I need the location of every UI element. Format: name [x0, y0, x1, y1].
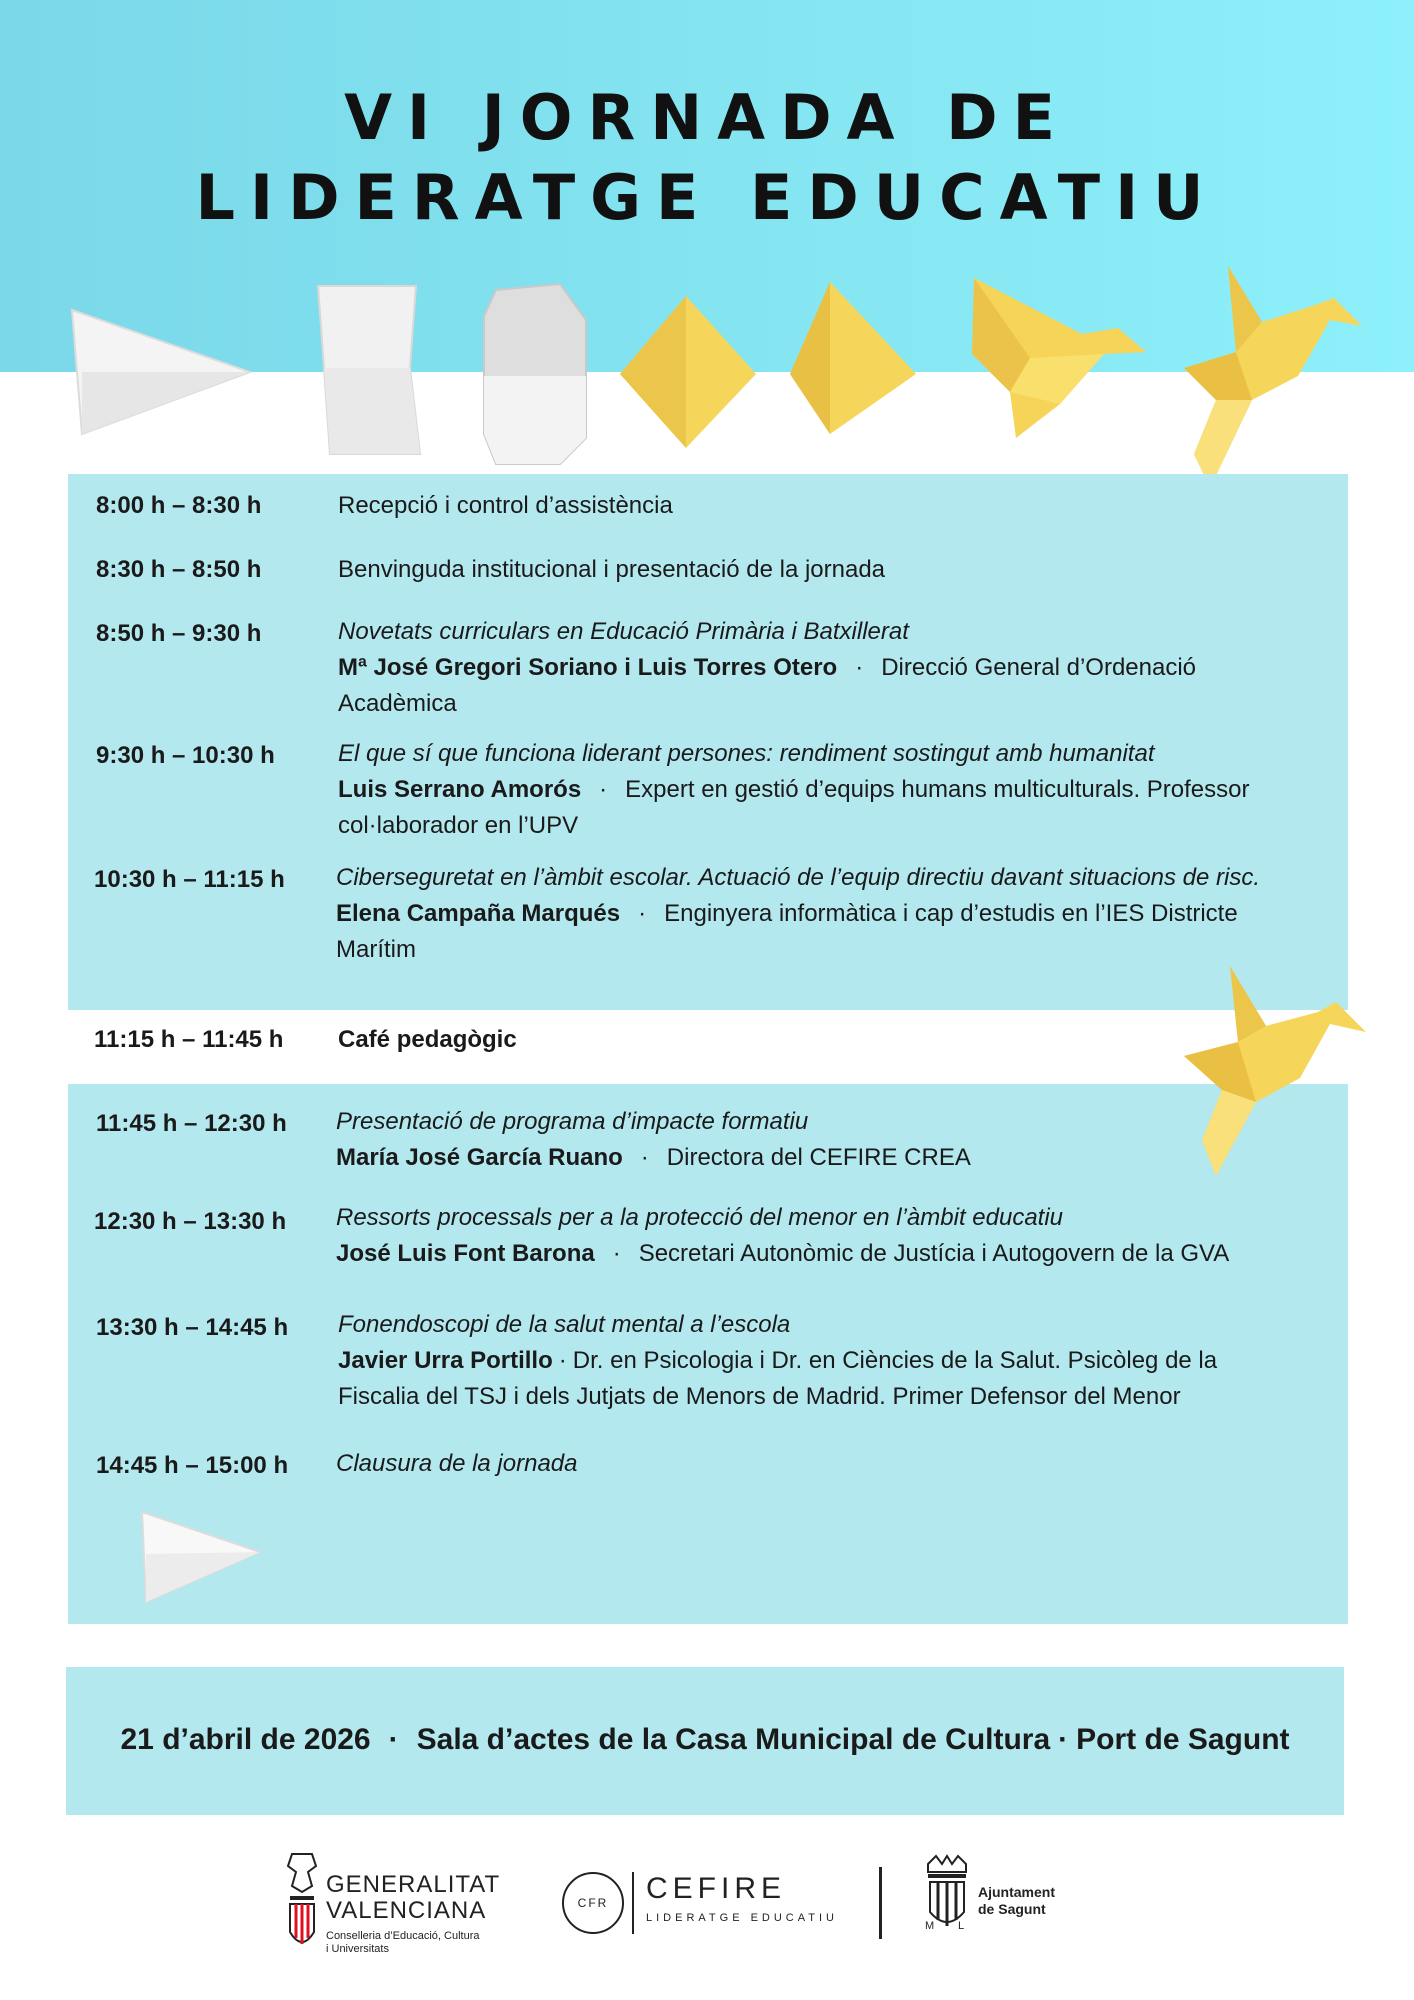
session-time: 10:30 h – 11:15 h — [94, 866, 285, 893]
separator-dot: · — [599, 776, 608, 803]
conselleria-line2: i Universitats — [326, 1943, 389, 1955]
yellow-bird-illustration — [1184, 266, 1362, 488]
ajuntament-line2: de Sagunt — [978, 1901, 1046, 1917]
crest-letter: M — [925, 1920, 935, 1932]
speaker-role: Enginyera informàtica i cap d’estudis en l’IES Districte Marítim — [336, 900, 1238, 963]
speaker-name: Elena Campaña Marqués — [336, 900, 621, 927]
session-topic: Clausura de la jornada — [336, 1450, 578, 1477]
folded-card-illustration — [484, 284, 586, 464]
separator-dot: · — [612, 1240, 621, 1267]
logo-divider — [879, 1867, 882, 1939]
session-details — [336, 860, 1306, 968]
bird-shape-illustration — [972, 278, 1146, 438]
generalitat-logo — [326, 1872, 500, 1956]
separator-dot: · — [1058, 1723, 1069, 1756]
event-venue: Sala d’actes de la Casa Municipal de Cultura — [416, 1723, 1051, 1756]
session-time: 9:30 h – 10:30 h — [96, 742, 275, 769]
session-time: 12:30 h – 13:30 h — [94, 1208, 287, 1235]
speaker-role: Dr. en Psicologia i Dr. en Ciències de la Salut. Psicòleg de la Fiscalia del TSJ i dels Jutjats de Menors de Madrid. Primer Defensor del Menor — [338, 1347, 1218, 1410]
paper-plane-illustration — [72, 310, 250, 434]
ajuntament-line1: Ajuntament — [978, 1884, 1055, 1900]
origami-sequence — [0, 258, 1414, 490]
session-title: Café pedagògic — [338, 1026, 517, 1053]
speaker-name: Javier Urra Portillo — [338, 1347, 553, 1374]
generalitat-name-line2: VALENCIANA — [326, 1897, 487, 1924]
diamond-fold-illustration — [620, 296, 756, 448]
cefire-divider — [632, 1872, 634, 1934]
session-details — [338, 614, 1298, 722]
session-topic: El que sí que funciona liderant persones: rendiment sostingut amb humanitat — [338, 740, 1155, 767]
kite-fold-illustration — [790, 282, 916, 434]
conselleria-line1: Conselleria d’Educació, Cultura — [326, 1930, 480, 1942]
session-title: Recepció i control d’assistència — [338, 492, 673, 519]
session-time: 13:30 h – 14:45 h — [96, 1314, 289, 1341]
session-topic: Fonendoscopi de la salut mental a l’escola — [338, 1311, 791, 1338]
session-details — [338, 1307, 1298, 1415]
speaker-name: Mª José Gregori Soriano i Luis Torres Otero — [338, 654, 838, 681]
speaker-role: Secretari Autonòmic de Justícia i Autogovern de la GVA — [638, 1240, 1230, 1267]
session-topic: Ciberseguretat en l’àmbit escolar. Actuació de l’equip directiu davant situacions de risc. — [336, 864, 1261, 891]
speaker-name: María José García Ruano — [336, 1144, 623, 1171]
session-details — [336, 1104, 1306, 1176]
crest-letter: L — [958, 1920, 965, 1932]
speaker-name: José Luis Font Barona — [336, 1240, 595, 1267]
folded-paper-illustration — [318, 286, 420, 454]
session-title: Benvinguda institucional i presentació de la jornada — [338, 556, 886, 583]
generalitat-name-line1: GENERALITAT — [326, 1871, 501, 1898]
separator-dot: · — [640, 1144, 649, 1171]
event-city: Port de Sagunt — [1076, 1723, 1290, 1756]
cefire-badge: CFR — [562, 1872, 624, 1934]
session-time: 8:50 h – 9:30 h — [96, 620, 262, 647]
separator-dot: · — [638, 900, 647, 927]
separator-dot: · — [558, 1347, 567, 1374]
speaker-role: Direcció General d’Ordenació Acadèmica — [338, 654, 1197, 717]
separator-dot: · — [855, 654, 864, 681]
event-date: 21 d’abril de 2026 — [120, 1723, 371, 1756]
cefire-name: CEFIRE — [646, 1872, 787, 1905]
session-time: 14:45 h – 15:00 h — [96, 1452, 289, 1479]
generalitat-crest-icon — [282, 1852, 322, 1956]
event-info — [66, 1718, 1344, 1762]
session-time: 11:45 h – 12:30 h — [96, 1110, 287, 1137]
cefire-tagline: LIDERATGE EDUCATIU — [646, 1912, 838, 1924]
session-topic: Ressorts processals per a la protecció del menor en l’àmbit educatiu — [336, 1204, 1064, 1231]
speaker-name: Luis Serrano Amorós — [338, 776, 582, 803]
ajuntament-logo — [978, 1884, 1055, 1918]
speaker-role: Directora del CEFIRE CREA — [666, 1144, 971, 1171]
session-topic: Novetats curriculars en Educació Primària i Batxillerat — [338, 618, 909, 645]
session-details — [338, 736, 1308, 844]
session-details — [336, 1200, 1326, 1272]
separator-dot: · — [388, 1723, 399, 1756]
session-time: 8:00 h – 8:30 h — [96, 492, 262, 519]
session-topic: Presentació de programa d’impacte formatiu — [336, 1108, 809, 1135]
paper-plane-illustration — [136, 1508, 266, 1608]
session-time: 8:30 h – 8:50 h — [96, 556, 262, 583]
title-line-2: LIDERATGE EDUCATIU — [195, 161, 1219, 234]
session-time: 11:15 h – 11:45 h — [94, 1026, 284, 1053]
page-title — [0, 78, 1414, 238]
title-line-1: VI JORNADA DE — [344, 81, 1070, 154]
speaker-role: Expert en gestió d’equips humans multiculturals. Professor col·laborador en l’UPV — [338, 776, 1250, 839]
